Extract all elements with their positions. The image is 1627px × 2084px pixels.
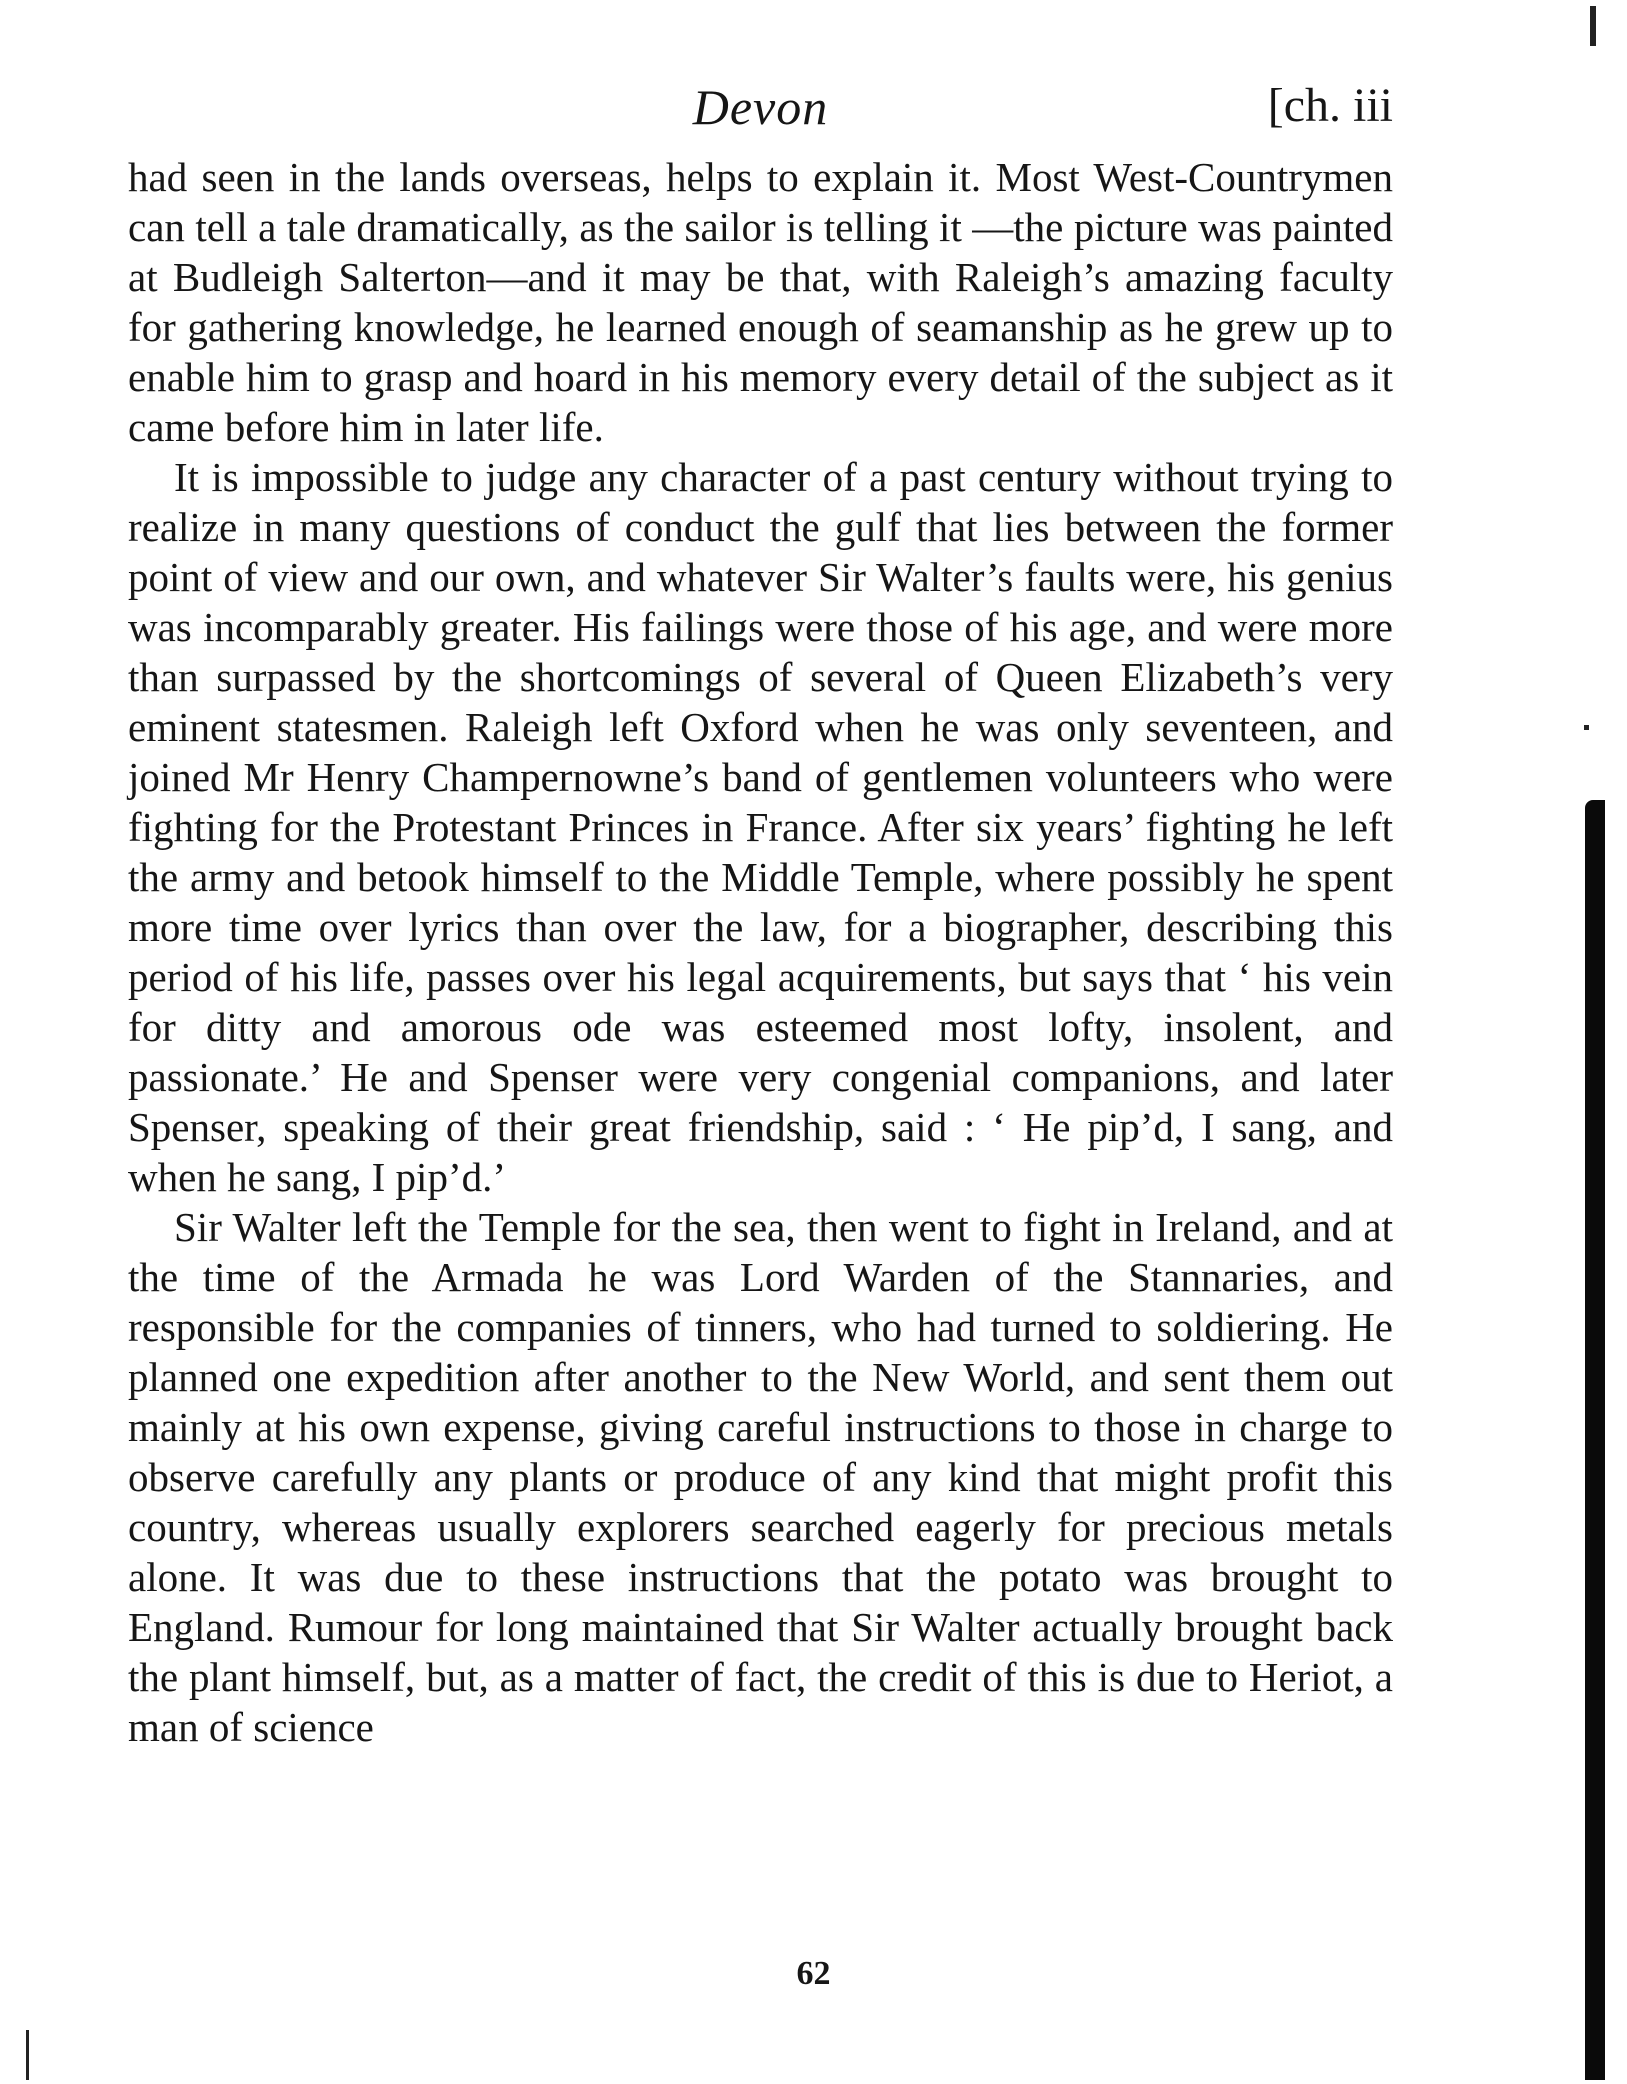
body-text	[128, 152, 1393, 1752]
paragraph: Sir Walter left the Temple for the sea, then went to fight in Ireland, and at the time of the Armada he was Lord Warden of the Stannaries, and responsible for the companies of tinners, who had turned to soldiering. He planned one expedition after another to the New World, and sent them out mainly at his own expense, giving careful instructions to those in charge to observe carefully any plants or produce of any kind that might profit this country, whereas usually explorers searched eagerly for precious metals alone. It was due to these instructions that the potato was brought to England. Rumour for long maintained that Sir Walter actually brought back the plant himself, but, as a matter of fact, the credit of this is due to Heriot, a man of science	[128, 1204, 1393, 1750]
page-header	[128, 78, 1393, 148]
scan-binding-edge	[1585, 800, 1605, 2080]
running-title: Devon	[692, 79, 829, 135]
scan-speck	[26, 2030, 29, 2080]
paragraph: It is impossible to judge any character of a past century without trying to realize in many questions of conduct the gulf that lies between the former point of view and our own, and whatever Sir Walter’s faults were, his genius was incomparably greater. His failings were those of his age, and were more than surpassed by the shortcomings of several of Queen Elizabeth’s very eminent statesmen. Raleigh left Oxford when he was only seventeen, and joined Mr Henry Champernowne’s band of gentlemen volunteers who were fighting for the Protestant Princes in France. After six years’ fighting he left the army and betook himself to the Middle Temple, where possibly he spent more time over lyrics than over the law, for a biographer, describing this period of his life, passes over his legal acquirements, but says that ‘ his vein for ditty and amorous ode was esteemed most lofty, insolent, and passionate.’ He and Spenser were very congenial companions, and later Spenser, speaking of their great friendship, said : ‘ He pip’d, I sang, and when he sang, I pip’d.’	[128, 454, 1393, 1200]
paragraph-continued: had seen in the lands overseas, helps to explain it. Most West-Countrymen can tell a tale dramatically, as the sailor is telling it —the picture was painted at Budleigh Salterton—and it may be that, with Raleigh’s amazing faculty for gathering knowledge, he learned enough of seamanship as he grew up to enable him to grasp and hoard in his memory every detail of the subject as it came before him in later life.	[128, 154, 1393, 450]
scan-speck	[1584, 725, 1589, 730]
chapter-reference: [ch. iii	[1267, 79, 1393, 132]
scan-speck	[1590, 6, 1596, 46]
page-number: 62	[796, 1955, 831, 1992]
